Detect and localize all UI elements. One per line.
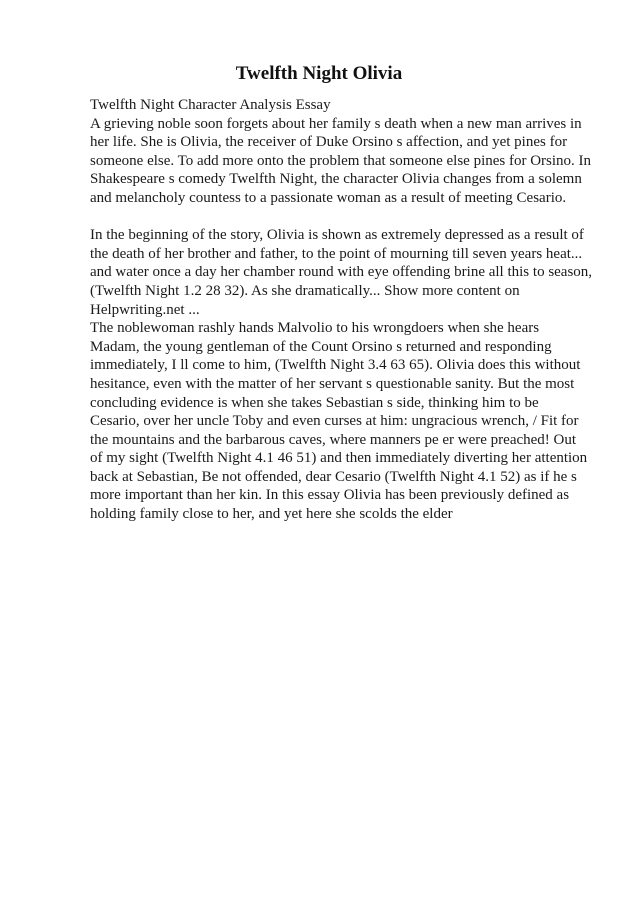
- text-line: and melancholy countess to a passionate woman as a result of meeting Cesario.: [90, 189, 567, 206]
- document-title: Twelfth Night Olivia: [235, 63, 403, 84]
- text-line: someone else. To add more onto the problem that someone else pines for Orsino. In: [90, 152, 592, 169]
- text-line: Madam, the young gentleman of the Count Orsino s returned and responding: [90, 338, 552, 355]
- text-line: concluding evidence is when she takes Sebastian s side, thinking him to be: [90, 394, 539, 411]
- paragraph-intro: [90, 96, 590, 208]
- text-line: hesitance, even with the matter of her servant s questionable sanity. But the most: [90, 375, 575, 392]
- text-line: the mountains and the barbarous caves, where manners pe er were preached! Out: [90, 431, 577, 448]
- document-body: [90, 96, 593, 524]
- text-line: (Twelfth Night 1.2 28 32). As she dramatically... Show more content on: [90, 282, 520, 299]
- text-line: Twelfth Night Character Analysis Essay: [90, 97, 331, 113]
- text-line: Helpwriting.net ...: [90, 301, 200, 318]
- text-line: The noblewoman rashly hands Malvolio to his wrongdoers when she hears: [90, 320, 540, 337]
- text-line: back at Sebastian, Be not offended, dear Cesario (Twelfth Night 4.1 52) as if he s: [90, 468, 577, 485]
- text-line: A grieving noble soon forgets about her family s death when a new man arrives in: [90, 115, 582, 132]
- text-line: Shakespeare s comedy Twelfth Night, the character Olivia changes from a solemn: [90, 171, 582, 188]
- text-line: holding family close to her, and yet here she scolds the elder: [90, 506, 453, 523]
- text-line: of my sight (Twelfth Night 4.1 46 51) and then immediately diverting her attention: [90, 450, 588, 467]
- paragraph-analysis: [90, 226, 593, 524]
- text-line: immediately, I ll come to him, (Twelfth Night 3.4 63 65). Olivia does this without: [90, 357, 581, 374]
- text-line: the death of her brother and father, to the point of mourning till seven years heat...: [90, 245, 583, 262]
- text-line: and water once a day her chamber round with eye offending brine all this to season,: [90, 264, 593, 281]
- text-line: more important than her kin. In this essay Olivia has been previously defined as: [90, 487, 570, 504]
- paragraph-gap: [90, 208, 590, 227]
- text-line: Cesario, over her uncle Toby and even curses at him: ungracious wrench, / Fit for: [90, 413, 579, 430]
- text-line: In the beginning of the story, Olivia is shown as extremely depressed as a result of: [90, 227, 584, 244]
- text-line: her life. She is Olivia, the receiver of Duke Orsino s affection, and yet pines for: [90, 134, 568, 151]
